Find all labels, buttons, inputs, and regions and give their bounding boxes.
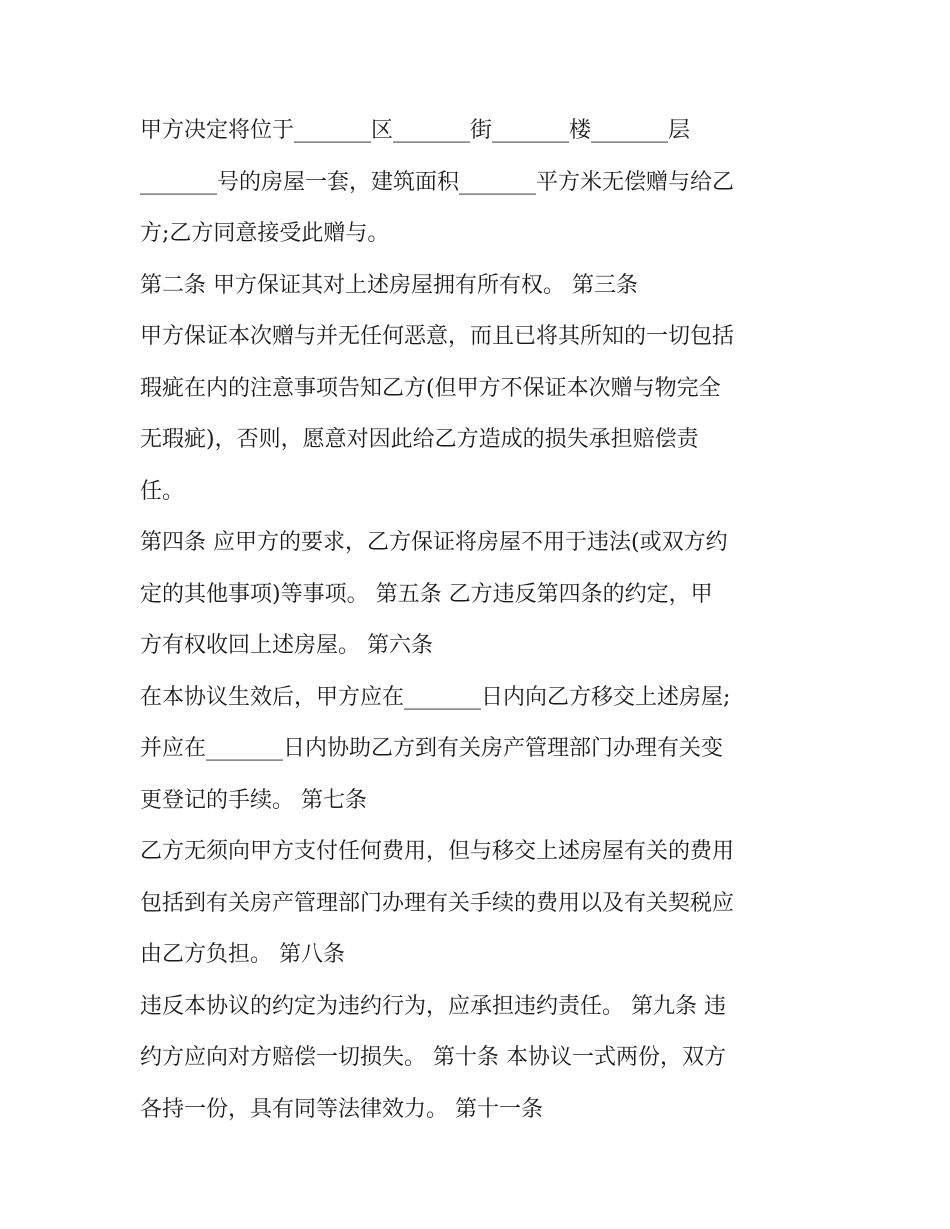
text-line: 由乙方负担。 第八条	[140, 942, 345, 967]
text-line: 任。	[140, 478, 185, 504]
text-line: 第二条 甲方保证其对上述房屋拥有所有权。 第三条	[140, 272, 638, 298]
text-line: 约方应向对方赔偿一切损失。 第十条 本协议一式两份，双方	[140, 1045, 726, 1070]
text-line: 定的其他事项)等事项。 第五条 乙方违反第四条的约定，甲	[140, 581, 713, 607]
text-line: 瑕疵在内的注意事项告知乙方(但甲方不保证本次赠与物完全	[140, 375, 721, 401]
text-line: _______号的房屋一套，建筑面积_______平方米无偿赠与给乙	[140, 169, 735, 195]
text-line: 并应在_______日内协助乙方到有关房产管理部门办理有关变	[140, 736, 724, 761]
text-line: 方;乙方同意接受此赠与。	[140, 221, 390, 246]
document-body	[140, 105, 840, 1135]
text-line: 乙方无须向甲方支付任何费用，但与移交上述房屋有关的费用	[140, 839, 735, 864]
text-line: 无瑕疵)，否则，愿意对因此给乙方造成的损失承担赔偿责	[140, 427, 699, 452]
text-line: 在本协议生效后，甲方应在_______日内向乙方移交上述房屋;	[140, 684, 731, 710]
text-line: 第四条 应甲方的要求，乙方保证将房屋不用于违法(或双方约	[140, 530, 728, 555]
text-line: 各持一份，具有同等法律效力。 第十一条	[140, 1096, 543, 1122]
text-line: 更登记的手续。 第七条	[140, 787, 367, 813]
text-line: 甲方决定将位于_______区_______街_______楼_______层	[140, 118, 691, 143]
text-line: 甲方保证本次赠与并无任何恶意，而且已将其所知的一切包括	[140, 324, 735, 349]
text-line: 方有权收回上述房屋。 第六条	[140, 633, 433, 658]
text-line: 违反本协议的约定为违约行为，应承担违约责任。 第九条 违	[140, 993, 726, 1019]
text-line: 包括到有关房产管理部门办理有关手续的费用以及有关契税应	[140, 890, 735, 916]
